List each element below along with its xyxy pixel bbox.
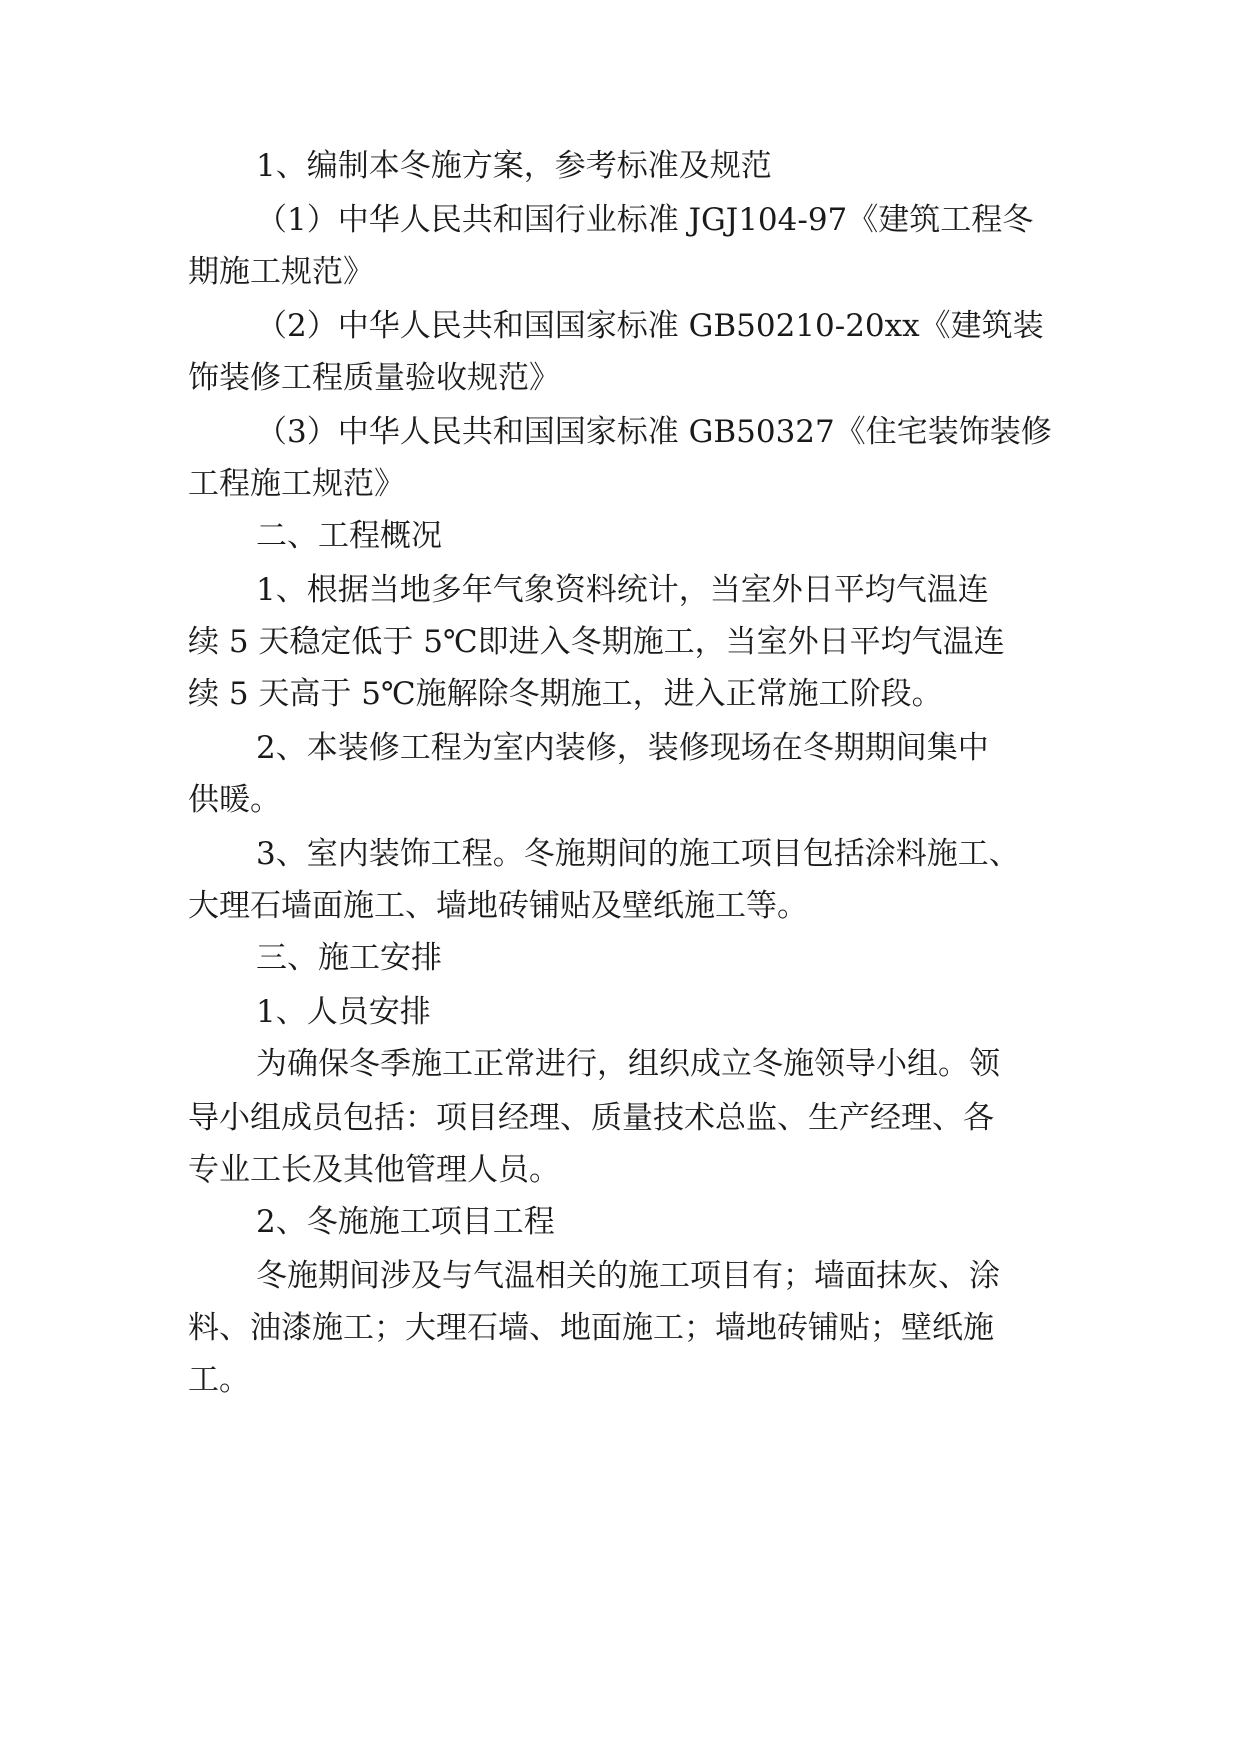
paragraph-line: 2、本装修工程为室内装修，装修现场在冬期期间集中 bbox=[256, 730, 989, 766]
paragraph-line: 3、室内装饰工程。冬施期间的施工项目包括涂料施工、 bbox=[256, 836, 1020, 872]
paragraph-line: 冬施期间涉及与气温相关的施工项目有；墙面抹灰、涂 bbox=[256, 1258, 1000, 1294]
subheading-staffing: 1、人员安排 bbox=[256, 994, 431, 1030]
paragraph-line: 1、根据当地多年气象资料统计，当室外日平均气温连 bbox=[256, 572, 989, 608]
paragraph-line: 饰装修工程质量验收规范》 bbox=[188, 360, 560, 396]
paragraph-line: 工程施工规范》 bbox=[188, 466, 405, 502]
paragraph-line: 为确保冬季施工正常进行，组织成立冬施领导小组。领 bbox=[256, 1046, 1000, 1082]
paragraph-line: 料、油漆施工；大理石墙、地面施工；墙地砖铺贴；壁纸施 bbox=[188, 1310, 994, 1346]
paragraph-line: 供暖。 bbox=[188, 782, 281, 818]
paragraph-line: 专业工长及其他管理人员。 bbox=[188, 1152, 560, 1188]
paragraph-line: （2）中华人民共和国国家标准 GB50210-20xx《建筑装 bbox=[256, 308, 1044, 344]
paragraph-line: 期施工规范》 bbox=[188, 254, 374, 290]
paragraph-line: 工。 bbox=[188, 1362, 250, 1398]
section-heading-overview: 二、工程概况 bbox=[256, 518, 442, 554]
paragraph-line: （1）中华人民共和国行业标准 JGJ104-97《建筑工程冬 bbox=[256, 202, 1034, 238]
heading-reference-standards: 1、编制本冬施方案，参考标准及规范 bbox=[256, 148, 772, 184]
paragraph-line: 导小组成员包括：项目经理、质量技术总监、生产经理、各 bbox=[188, 1100, 994, 1136]
paragraph-line: （3）中华人民共和国国家标准 GB50327《住宅装饰装修 bbox=[256, 414, 1052, 450]
paragraph-line: 续 5 天稳定低于 5℃即进入冬期施工，当室外日平均气温连 bbox=[188, 624, 1005, 660]
paragraph-line: 续 5 天高于 5℃施解除冬期施工，进入正常施工阶段。 bbox=[188, 676, 943, 712]
subheading-winter-projects: 2、冬施施工项目工程 bbox=[256, 1204, 555, 1240]
paragraph-line: 大理石墙面施工、墙地砖铺贴及壁纸施工等。 bbox=[188, 888, 808, 924]
section-heading-arrangement: 三、施工安排 bbox=[256, 940, 442, 976]
